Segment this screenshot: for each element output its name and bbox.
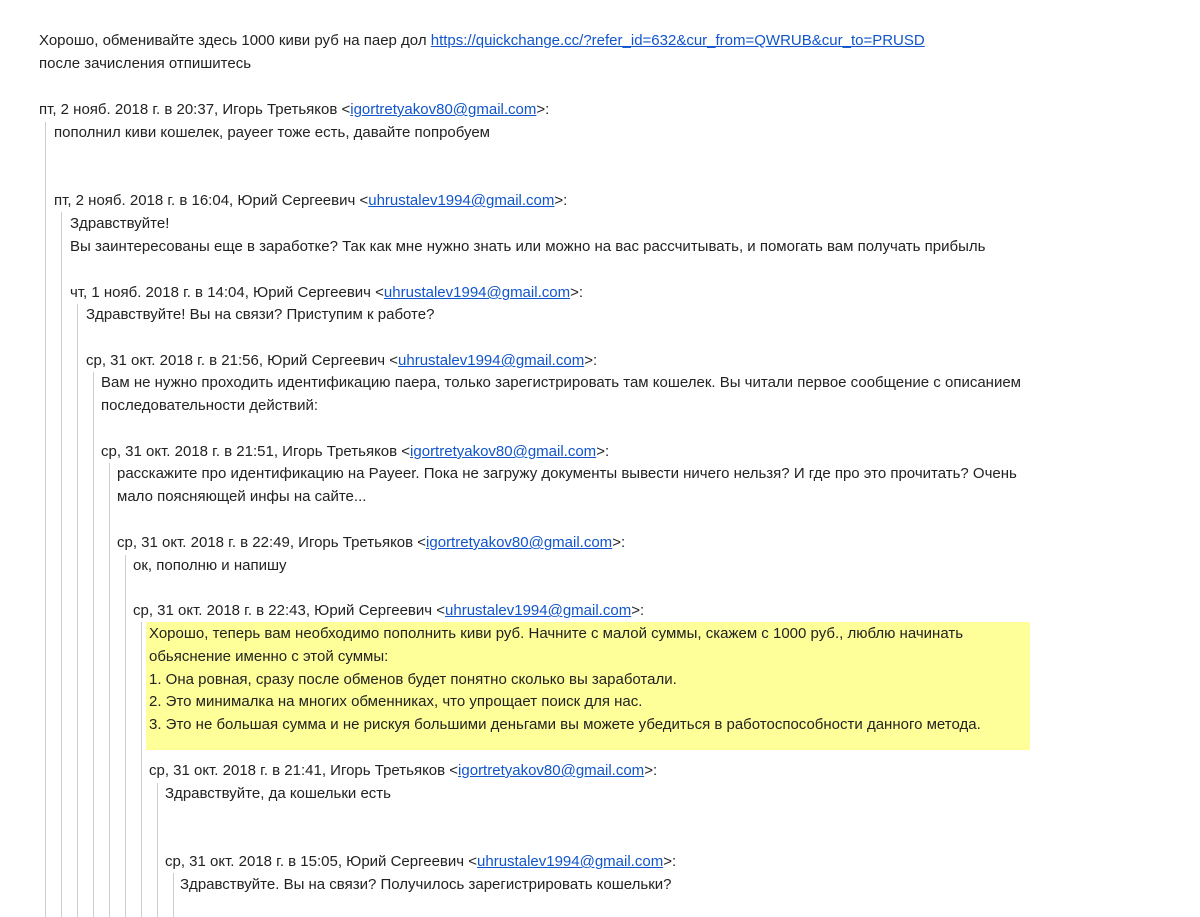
message-text: Хорошо, обменивайте здесь 1000 киви руб на паер дол <box>39 32 431 49</box>
quote-body-3-line-1: Здравствуйте! Вы на связи? Приступим к работе? <box>86 306 435 323</box>
quote-header-text: ср, 31 окт. 2018 г. в 22:43, Юрий Сергеевич < <box>133 602 446 619</box>
quote-header-6 <box>117 531 625 554</box>
quote-bar-6 <box>125 555 126 917</box>
sender-email-link[interactable]: igortretyakov80@gmail.com <box>410 443 597 460</box>
quote-header-2 <box>54 189 567 212</box>
quote-bar-4 <box>93 372 94 917</box>
quote-body-5-line-2: мало поясняющей инфы на сайте... <box>117 488 367 505</box>
quote-header-text: ср, 31 окт. 2018 г. в 21:41, Игорь Третьяков < <box>149 762 459 779</box>
quote-header-suffix: >: <box>663 853 677 870</box>
sender-email-link[interactable]: igortretyakov80@gmail.com <box>350 101 537 118</box>
quote-bar-7 <box>141 622 142 917</box>
sender-email-link[interactable]: uhrustalev1994@gmail.com <box>477 853 664 870</box>
quote-header-text: ср, 31 окт. 2018 г. в 15:05, Юрий Сергеевич < <box>165 853 478 870</box>
message-line-2: после зачисления отпишитесь <box>39 55 252 72</box>
quote-header-text: пт, 2 нояб. 2018 г. в 20:37, Игорь Третьяков < <box>39 101 351 118</box>
quote-header-suffix: >: <box>584 352 598 369</box>
quote-body-2-line-1: Здравствуйте! <box>70 215 170 232</box>
quote-header-text: чт, 1 нояб. 2018 г. в 14:04, Юрий Сергеевич < <box>70 284 384 301</box>
quote-header-suffix: >: <box>644 762 658 779</box>
quote-body-7-line-2: обьяснение именно с этой суммы: <box>149 648 389 665</box>
quote-header-1 <box>39 98 549 121</box>
sender-email-link[interactable]: igortretyakov80@gmail.com <box>426 534 613 551</box>
quote-bar-5 <box>109 463 110 917</box>
sender-email-link[interactable]: uhrustalev1994@gmail.com <box>445 602 632 619</box>
quote-body-9-line-1: Здравствуйте. Вы на связи? Получилось зарегистрировать кошельки? <box>180 876 672 893</box>
quote-header-7 <box>133 599 644 622</box>
quote-header-8 <box>149 759 657 782</box>
quote-body-7-line-1: Хорошо, теперь вам необходимо пополнить киви руб. Начните с малой суммы, скажем с 1000 руб., люблю начинать <box>149 625 964 642</box>
quote-header-suffix: >: <box>596 443 610 460</box>
quote-bar-1 <box>45 122 46 917</box>
sender-email-link[interactable]: igortretyakov80@gmail.com <box>458 762 645 779</box>
quote-header-3 <box>70 281 583 304</box>
quote-bar-3 <box>77 304 78 917</box>
quote-body-6-line-1: ок, пополню и напишу <box>133 557 287 574</box>
quote-header-suffix: >: <box>570 284 584 301</box>
quote-header-text: ср, 31 окт. 2018 г. в 21:51, Игорь Третьяков < <box>101 443 411 460</box>
quote-body-7-line-3: 1. Она ровная, сразу после обменов будет понятно сколько вы заработали. <box>149 671 677 688</box>
message-line-1 <box>39 29 925 52</box>
quote-header-9 <box>165 850 676 873</box>
quote-body-4-line-1: Вам не нужно проходить идентификацию паера, только зарегистрировать там кошелек. Вы читали первое сообщение с описанием <box>101 374 1021 391</box>
quote-header-text: ср, 31 окт. 2018 г. в 21:56, Юрий Сергеевич < <box>86 352 399 369</box>
quote-body-5-line-1: расскажите про идентификацию на Payeer. Пока не загружу документы вывести ничего нельзя? И где про это прочитать? Очень <box>117 465 1017 482</box>
quote-bar-9 <box>173 873 174 917</box>
quote-header-text: ср, 31 окт. 2018 г. в 22:49, Игорь Третьяков < <box>117 534 427 551</box>
quote-bar-2 <box>61 212 62 917</box>
quote-body-7-line-5: 3. Это не большая сумма и не рискуя большими деньгами вы можете убедиться в работоспособности данного метода. <box>149 716 981 733</box>
quote-header-suffix: >: <box>536 101 550 118</box>
quote-header-suffix: >: <box>612 534 626 551</box>
quote-header-suffix: >: <box>554 192 568 209</box>
quote-body-8-line-1: Здравствуйте, да кошельки есть <box>165 785 391 802</box>
sender-email-link[interactable]: uhrustalev1994@gmail.com <box>383 284 571 301</box>
quote-body-2-line-2: Вы заинтересованы еще в заработке? Так как мне нужно знать или можно на вас рассчитывать, и помогать вам получать прибыль <box>70 238 986 255</box>
quote-body-4-line-2: последовательности действий: <box>101 397 319 414</box>
quote-bar-8 <box>157 783 158 917</box>
quote-body-1-line-1: пополнил киви кошелек, payeer тоже есть, давайте попробуем <box>54 124 490 141</box>
quote-header-4 <box>86 349 597 372</box>
quote-header-text: пт, 2 нояб. 2018 г. в 16:04, Юрий Сергеевич < <box>54 192 369 209</box>
sender-email-link[interactable]: uhrustalev1994@gmail.com <box>368 192 555 209</box>
sender-email-link[interactable]: uhrustalev1994@gmail.com <box>398 352 585 369</box>
quote-header-suffix: >: <box>631 602 645 619</box>
quote-header-5 <box>101 440 609 463</box>
exchange-link[interactable]: https://quickchange.cc/?refer_id=632&cur_from=QWRUB&cur_to=PRUSD <box>430 32 925 49</box>
quote-body-7-line-4: 2. Это минималка на многих обменниках, что упрощает поиск для нас. <box>149 693 643 710</box>
